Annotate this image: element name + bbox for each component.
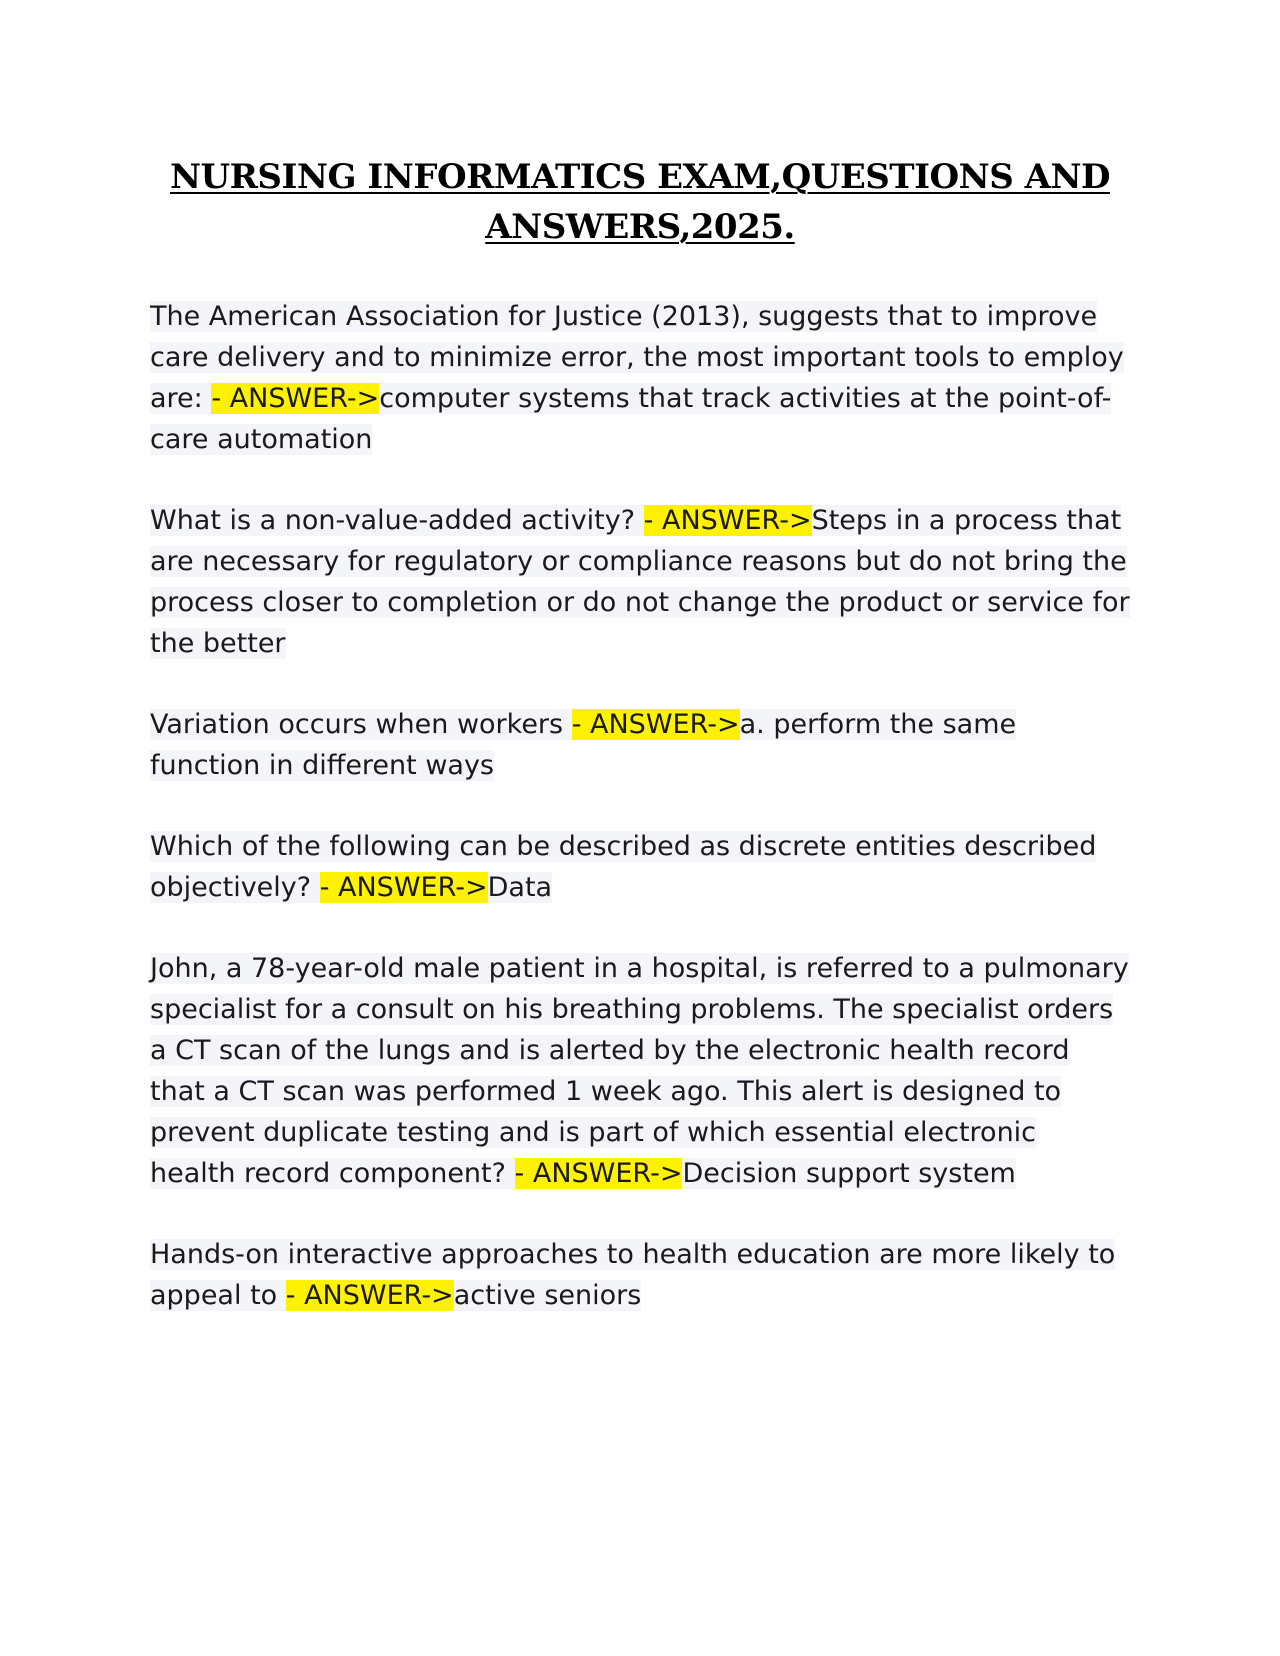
qa-item	[150, 500, 1130, 664]
question-text: Variation occurs when workers	[150, 709, 572, 740]
qa-item	[150, 296, 1130, 460]
answer-text: Steps in a process that are necessary for regulatory or compliance reasons but do not bring the process closer to completion or do not change the product or service for the better	[150, 505, 1130, 659]
question-text: Which of the following can be described as discrete entities described objectively?	[150, 831, 1097, 903]
answer-marker: - ANSWER->	[514, 1158, 683, 1189]
answer-marker: - ANSWER->	[285, 1280, 454, 1311]
qa-item	[150, 948, 1130, 1194]
document-title	[150, 152, 1130, 252]
answer-text: a. perform the same function in different ways	[150, 709, 1017, 781]
answer-marker: - ANSWER->	[211, 383, 380, 414]
answer-text: computer systems that track activities at the point-of-care automation	[150, 383, 1112, 455]
answer-marker: - ANSWER->	[319, 872, 488, 903]
qa-item	[150, 826, 1130, 908]
answer-text: Data	[487, 872, 553, 903]
qa-item	[150, 704, 1130, 786]
answer-text: active seniors	[453, 1280, 642, 1311]
title-line-1: NURSING INFORMATICS EXAM,QUESTIONS AND	[169, 157, 1111, 197]
qa-item	[150, 1234, 1130, 1316]
answer-text: Decision support system	[682, 1158, 1016, 1189]
qa-list	[150, 296, 1130, 1356]
question-text: Hands-on interactive approaches to health education are more likely to appeal to	[150, 1239, 1116, 1311]
question-text: The American Association for Justice (2013), suggests that to improve care delivery and to minimize error, the most important tools to employ are:	[150, 301, 1124, 414]
answer-marker: - ANSWER->	[643, 505, 812, 536]
question-text: John, a 78-year-old male patient in a hospital, is referred to a pulmonary specialist for a consult on his breathing problems. The specialist orders a CT scan of the lungs and is alerted by the electronic health record that a CT scan was performed 1 week ago. This alert is designed to prevent duplicate testing and is part of which essential electronic health record component?	[150, 953, 1129, 1189]
question-text: What is a non-value-added activity?	[150, 505, 644, 536]
title-line-2: ANSWERS,2025.	[485, 207, 795, 247]
answer-marker: - ANSWER->	[571, 709, 740, 740]
